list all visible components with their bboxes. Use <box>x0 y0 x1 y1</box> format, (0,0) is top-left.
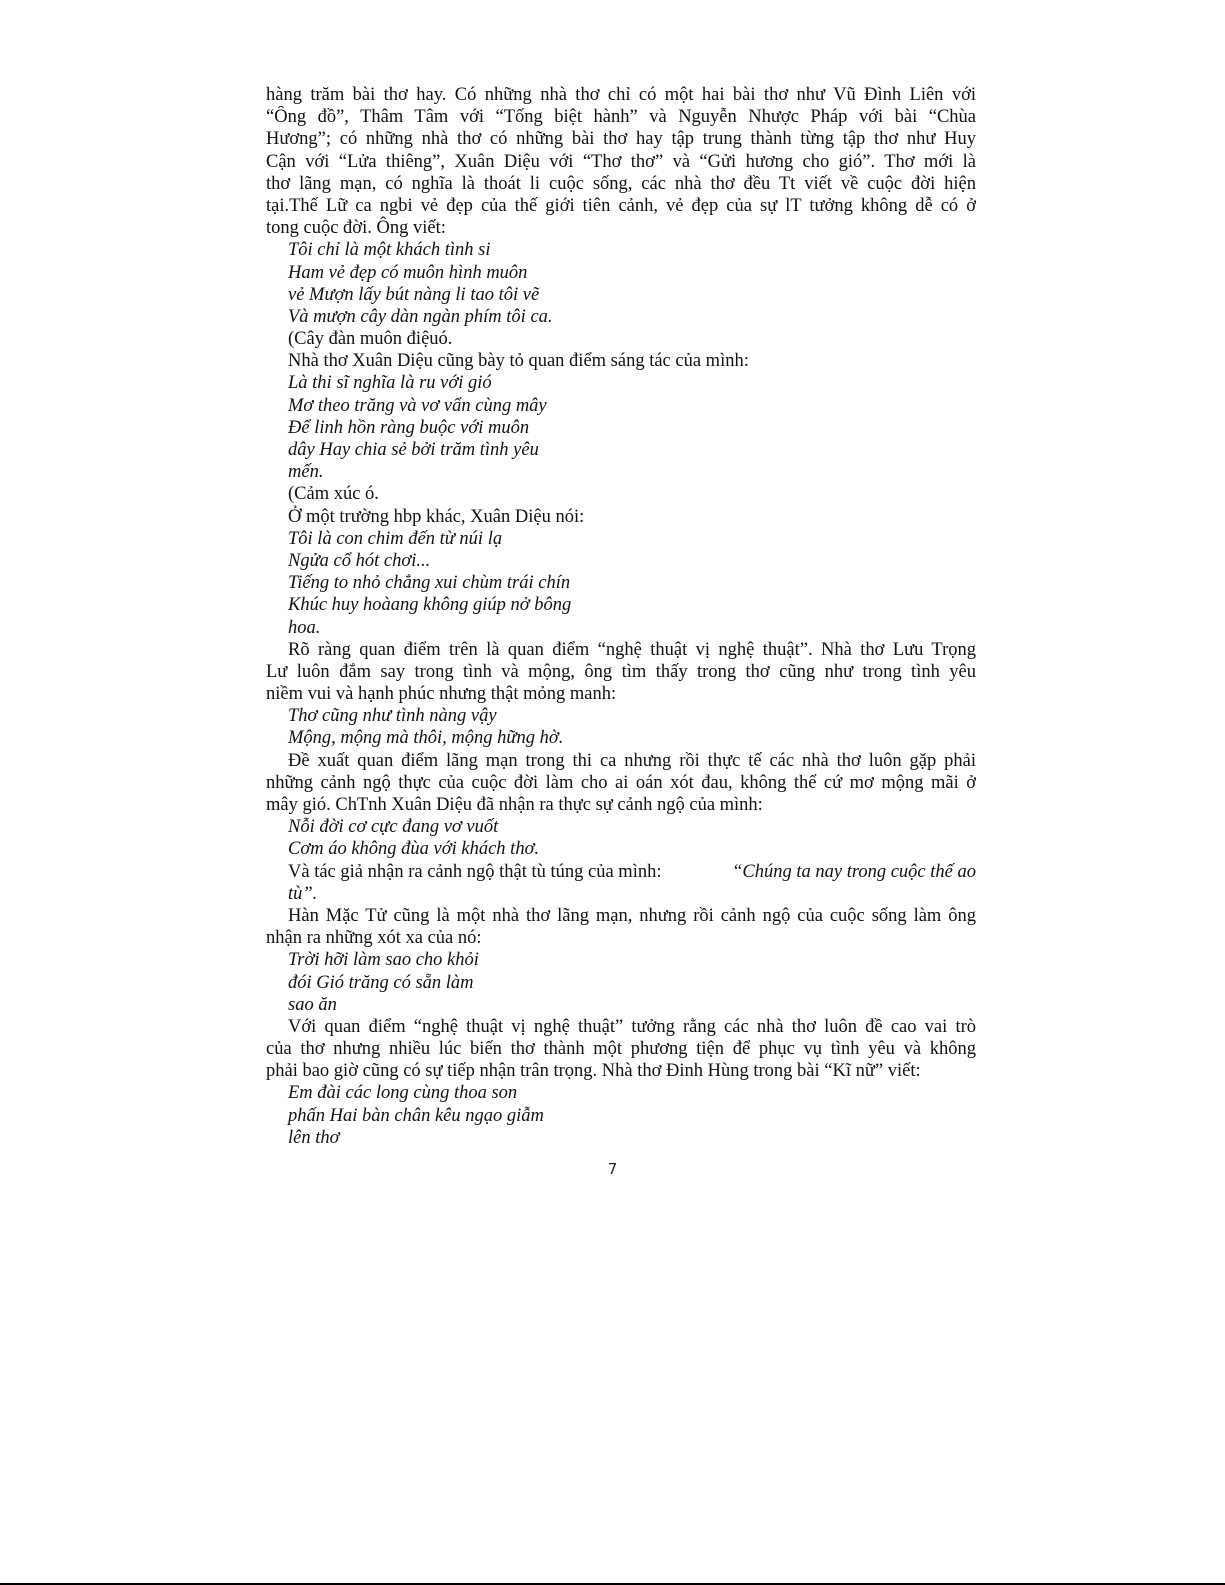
poem-line: Cơm áo không đùa với khách thơ. <box>288 839 540 860</box>
poem-line: Thơ cũng như tình nàng vậy <box>288 706 497 727</box>
poem-line: Tôi chỉ là một khách tình si <box>288 240 491 261</box>
poem-line: Trời hỡi làm sao cho khỏi <box>288 950 479 971</box>
poem-line: Mơ theo trăng và vơ vẩn cùng mây <box>288 395 547 416</box>
text-line: Lư luôn đắm say trong tình và mộng, ông tìm thấy trong thơ cũng như trong tình yêu <box>266 661 976 682</box>
text-line: tại.Thế Lữ ca ngbi vẻ đẹp của thế giới tiên cảnh, vẻ đẹp của sự lT tưởng không dễ có ở <box>266 195 976 216</box>
poem-line: lên thơ <box>288 1127 340 1148</box>
poem-line: Tiếng to nhỏ chẳng xui chùm trái chín <box>288 573 571 594</box>
text-line: của thơ nhưng nhiều lúc biến thơ thành một phương tiện để phục vụ tình yêu và không <box>266 1039 976 1060</box>
text-line: nhận ra những xót xa của nó: <box>266 928 482 949</box>
text-line: niềm vui và hạnh phúc nhưng thật mỏng manh: <box>266 684 617 705</box>
poem-line: mến. <box>288 462 324 483</box>
text-line: Nhà thơ Xuân Diệu cũng bày tỏ quan điểm sáng tác của mình: <box>288 351 749 372</box>
poem-line: hoa. <box>288 617 321 638</box>
poem-line: Mộng, mộng mà thôi, mộng hững hờ. <box>288 728 564 749</box>
text-line: mây gió. ChTnh Xuân Diệu đã nhận ra thực sự cảnh ngộ của mình: <box>266 795 763 815</box>
text-line: Với quan điểm “nghệ thuật vị nghệ thuật” tưởng rằng các nhà thơ luôn đề cao vai trò <box>288 1016 976 1037</box>
poem-line: phấn Hai bàn chân kêu ngạo giẫm <box>288 1105 544 1126</box>
quote-line: tù”. <box>288 883 318 904</box>
poem-line: Và mượn cây dàn ngàn phím tôi ca. <box>288 306 553 327</box>
poem-line: Khúc huy hoàang không giúp nở bông <box>288 595 572 616</box>
poem-line: Ham vẻ đẹp có muôn hình muôn <box>288 262 528 283</box>
text-span: Và tác giả nhận ra cảnh ngộ thật tù túng của mình: <box>288 861 662 882</box>
poem-line: Tôi là con chim đến từ núi lạ <box>288 528 503 549</box>
text-line: tong cuộc đời. Ông viết: <box>266 218 446 239</box>
text-line: hàng trăm bài thơ hay. Có những nhà thơ chỉ có một hai bài thơ như Vũ Đình Liên với <box>266 85 976 105</box>
quote-span: “Chúng ta nay trong cuộc thế ao <box>732 861 976 882</box>
text-line: những cảnh ngộ thực của cuộc đời làm cho ai oán xót đau, không thể cứ mơ mộng mãi ở <box>266 772 976 793</box>
poem-line: sao ăn <box>288 994 337 1015</box>
text-line: Rõ ràng quan điểm trên là quan điểm “nghệ thuật vị nghệ thuật”. Nhà thơ Lưu Trọng <box>288 639 976 660</box>
poem-line: dây Hay chia sẻ bởi trăm tình yêu <box>288 440 539 460</box>
poem-line: Nỗi đời cơ cực đang vơ vuốt <box>288 817 499 838</box>
poem-line: vẻ Mượn lấy bút nàng li tao tôi vẽ <box>288 284 540 305</box>
text-line: thơ lãng mạn, có nghĩa là thoát li cuộc sống, các nhà thơ đều Tt viết về cuộc đời hiện <box>266 173 976 194</box>
text-line: phải bao giờ cũng có sự tiếp nhận trân trọng. Nhà thơ Đinh Hùng trong bài “Kĩ nữ” viết: <box>266 1061 921 1082</box>
poem-line: Để linh hồn ràng buộc với muôn <box>288 417 530 438</box>
citation: (Cây đàn muôn điệuó. <box>288 329 453 350</box>
page-number: 7 <box>607 1160 618 1178</box>
text-line: Hàn Mặc Tử cũng là một nhà thơ lãng mạn, nhưng rồi cảnh ngộ của cuộc sống làm ông <box>288 905 976 926</box>
poem-line: Ngửa cổ hót chơi... <box>288 550 431 571</box>
citation: (Cảm xúc ó. <box>288 484 379 505</box>
page-body <box>266 84 976 1149</box>
text-line <box>266 861 976 883</box>
poem-line: Là thi sĩ nghĩa là ru với gió <box>288 373 492 394</box>
poem-line: Em đài các long cùng thoa son <box>288 1083 518 1104</box>
text-line: Hương”; có những nhà thơ có những bài thơ hay tập trung thành từng tập thơ như Huy <box>266 129 976 150</box>
text-line: Cận với “Lửa thiêng”, Xuân Diệu với “Thơ thơ” và “Gửi hương cho gió”. Thơ mới là <box>266 151 976 172</box>
poem-line: đói Gió trăng có sẵn làm <box>288 972 474 993</box>
text-line: Đề xuất quan điểm lãng mạn trong thi ca nhưng rồi thực tế các nhà thơ luôn gặp phải <box>288 750 976 771</box>
text-line: “Ông đồ”, Thâm Tâm với “Tống biệt hành” và Nguyễn Nhược Pháp với bài “Chùa <box>266 107 976 128</box>
text-line: Ở một trường hbp khác, Xuân Diệu nói: <box>288 506 585 527</box>
